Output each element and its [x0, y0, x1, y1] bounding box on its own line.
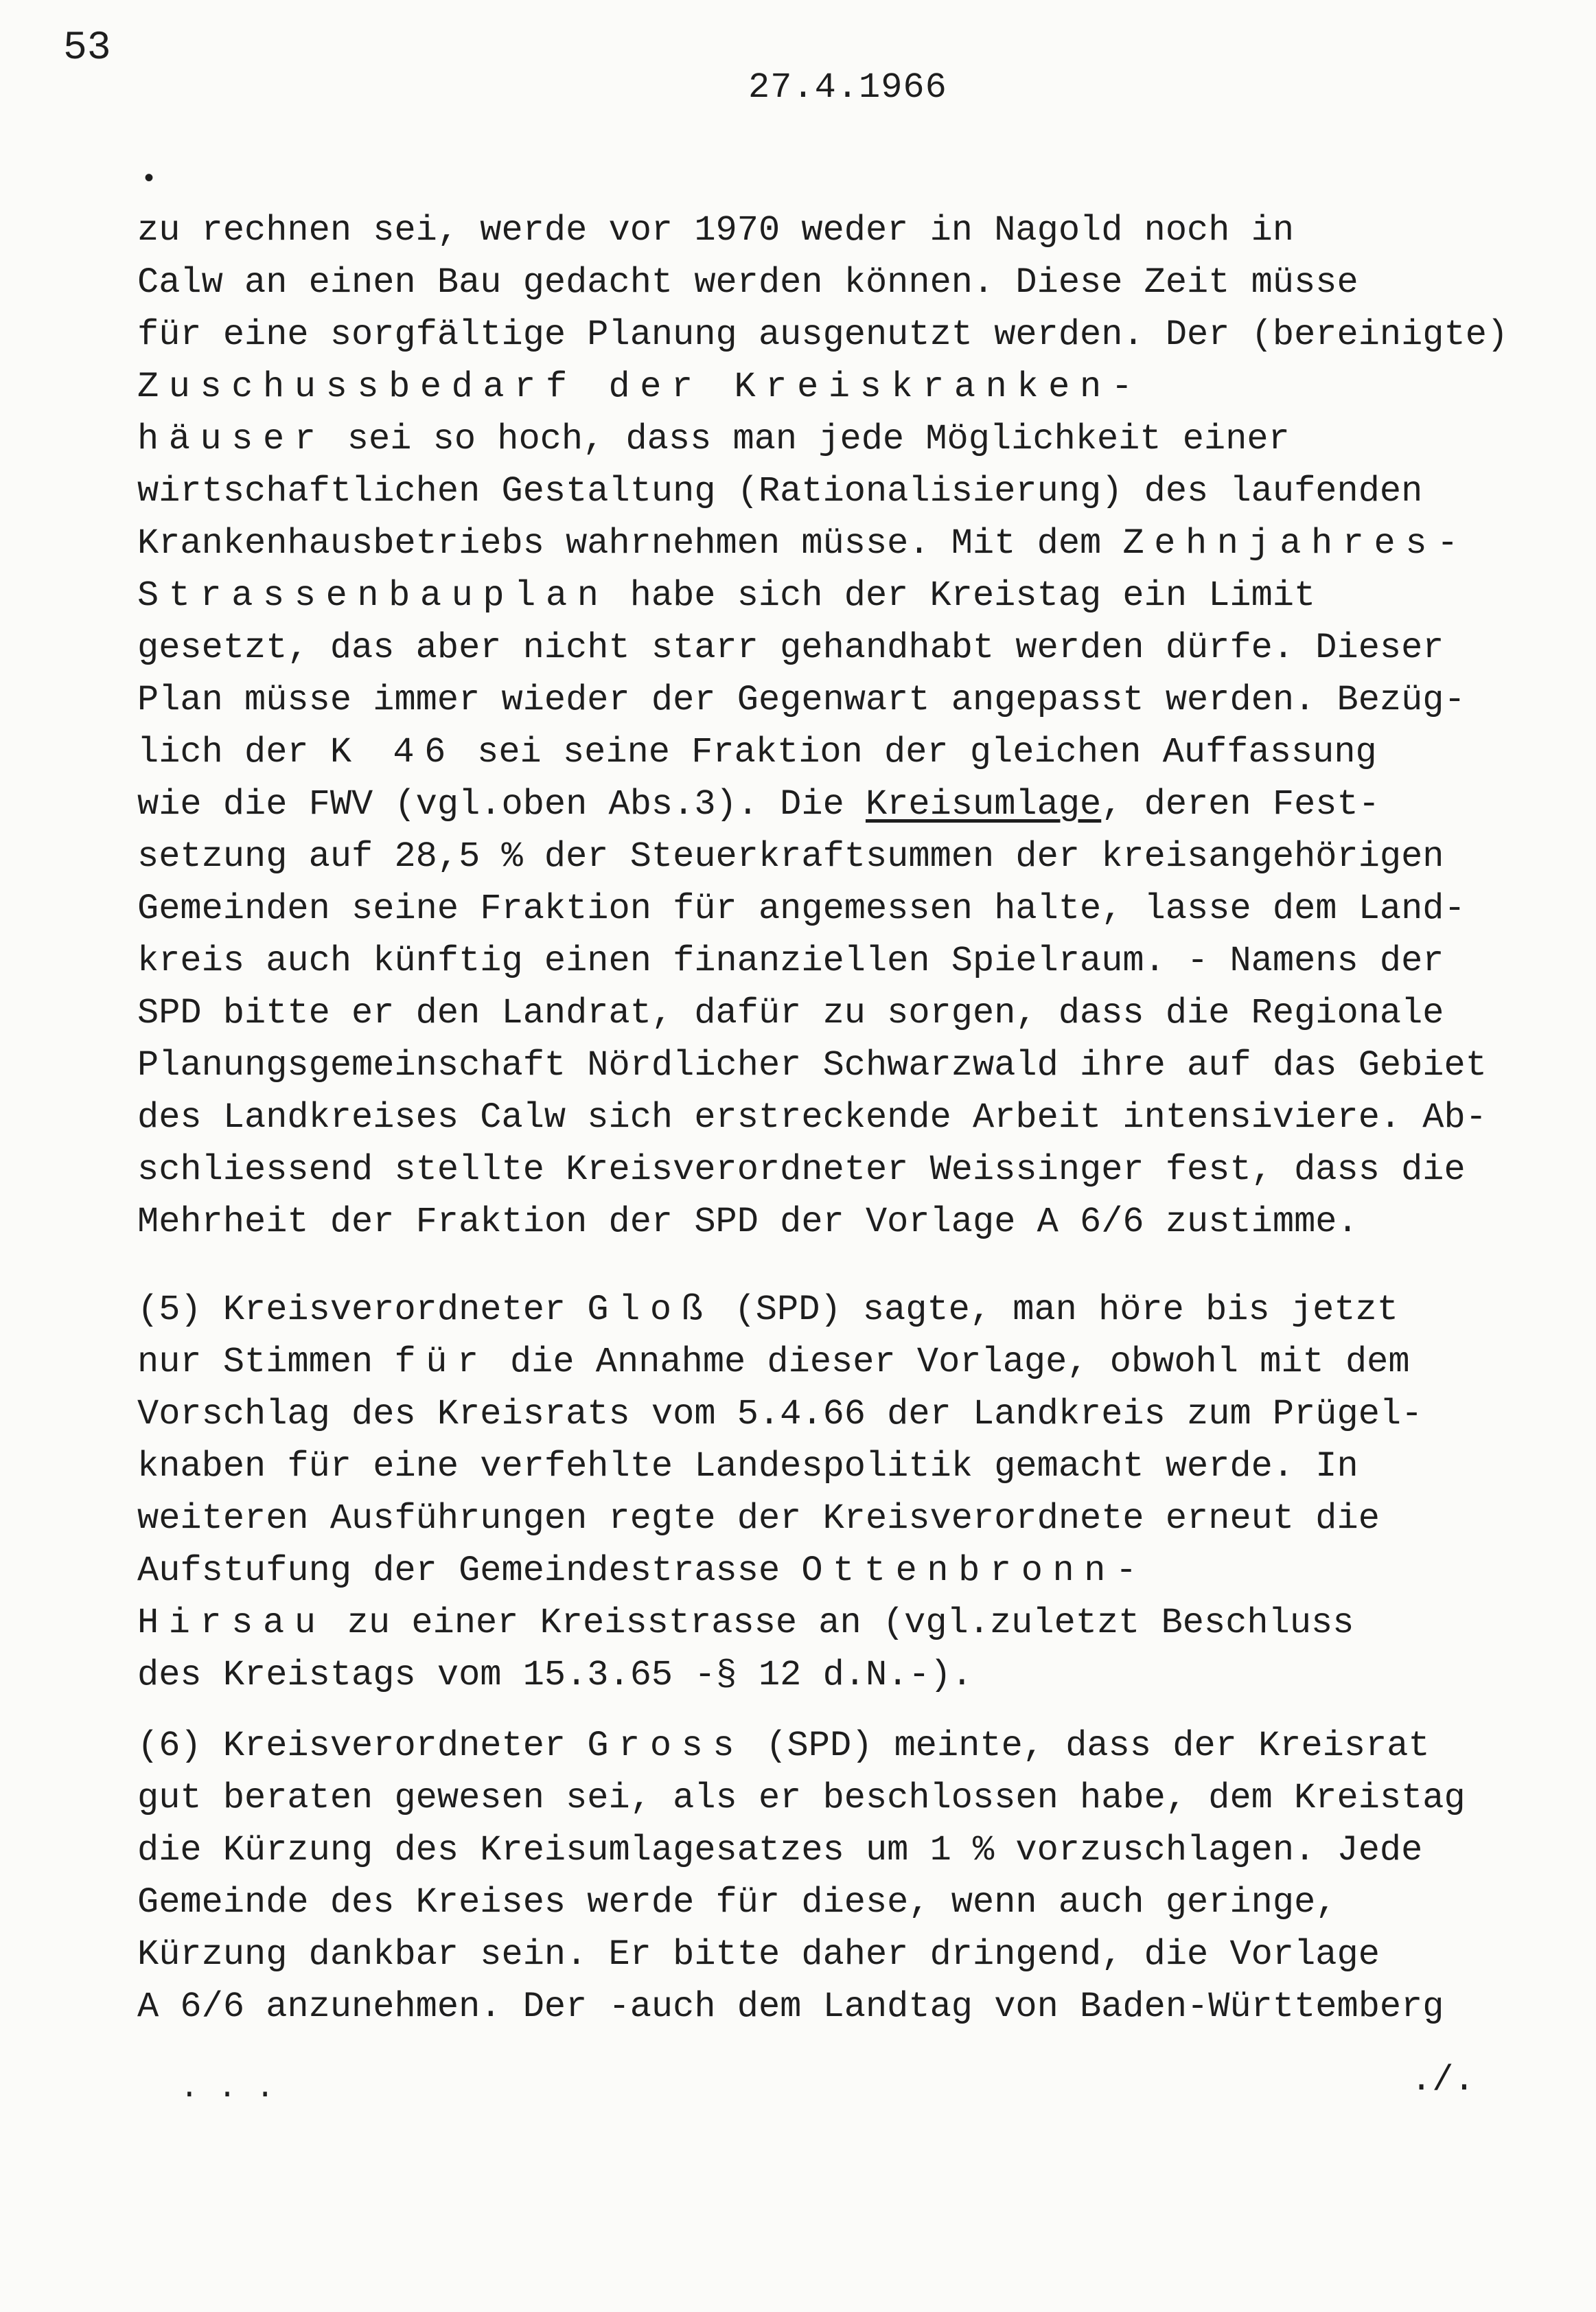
- text-fragment: (SPD) meinte, dass der Kreisrat: [744, 1726, 1430, 1766]
- text-fragment: , deren Fest-: [1101, 784, 1380, 825]
- text-fragment: Krankenhausbetriebs wahrnehmen müsse. Mit dem: [137, 523, 1123, 564]
- text-line: SPD bitte er den Landrat, dafür zu sorgen, dass die Regionale: [137, 993, 1444, 1033]
- text-line: [137, 570, 1508, 622]
- spaced-word: K 46: [329, 732, 456, 772]
- text-line: knaben für eine verfehlte Landespolitik gemacht werde. In: [137, 1446, 1358, 1487]
- text-line: kreis auch künftig einen finanziellen Spielraum. - Namens der: [137, 941, 1444, 981]
- text-line: Gemeinden seine Fraktion für angemessen halte, lasse dem Land-: [137, 889, 1466, 929]
- text-line: [137, 413, 1508, 466]
- text-fragment: wie die FWV (vgl.oben Abs.3). Die: [137, 784, 866, 825]
- continuation-mark: ./.: [1411, 2060, 1475, 2101]
- spaced-word: für: [394, 1342, 489, 1382]
- spaced-word: Zehnjahres-: [1122, 523, 1468, 564]
- text-line: [137, 1720, 1466, 1772]
- text-line: [137, 1545, 1422, 1597]
- text-line: des Kreistags vom 15.3.65 -§ 12 d.N.-).: [137, 1655, 973, 1695]
- text-line: zu rechnen sei, werde vor 1970 weder in Nagold noch in: [137, 210, 1295, 251]
- text-line: wirtschaftlichen Gestaltung (Rationalisierung) des laufenden: [137, 471, 1423, 512]
- spaced-word: Gross: [587, 1726, 745, 1766]
- top-mark: •: [141, 165, 158, 196]
- text-line: gesetzt, das aber nicht starr gehandhabt werden dürfe. Dieser: [137, 628, 1444, 668]
- text-line: [137, 1336, 1422, 1388]
- footer-ellipsis: . . .: [180, 2070, 275, 2106]
- spaced-word: häuser: [137, 419, 326, 459]
- text-line: Zuschussbedarf der Kreiskranken-: [137, 367, 1143, 407]
- page-number: 53: [63, 26, 111, 71]
- spaced-word: Gloß: [587, 1290, 713, 1330]
- text-fragment: nur Stimmen: [137, 1342, 395, 1382]
- text-line: Calw an einen Bau gedacht werden können. Diese Zeit müsse: [137, 262, 1358, 303]
- paragraph-1: [137, 205, 1508, 1248]
- text-line: [137, 779, 1508, 831]
- text-fragment: (6) Kreisverordneter: [137, 1726, 588, 1766]
- text-line: für eine sorgfältige Planung ausgenutzt werden. Der (bereinigte): [137, 314, 1509, 355]
- text-fragment: Aufstufung der Gemeindestrasse: [137, 1550, 802, 1591]
- text-line: Plan müsse immer wieder der Gegenwart angepasst werden. Bezüg-: [137, 680, 1466, 720]
- text-fragment: zu einer Kreisstrasse an (vgl.zuletzt Beschluss: [325, 1603, 1354, 1643]
- text-fragment: (5) Kreisverordneter: [137, 1290, 588, 1330]
- underlined-term: Kreisumlage: [865, 784, 1102, 825]
- text-line: gut beraten gewesen sei, als er beschlossen habe, dem Kreistag: [137, 1778, 1466, 1818]
- text-line: weiteren Ausführungen regte der Kreisverordnete erneut die: [137, 1498, 1380, 1539]
- text-line: Planungsgemeinschaft Nördlicher Schwarzwald ihre auf das Gebiet: [137, 1045, 1487, 1086]
- text-line: Vorschlag des Kreisrats vom 5.4.66 der Landkreis zum Prügel-: [137, 1394, 1423, 1434]
- spaced-word: Hirsau: [137, 1603, 326, 1643]
- text-fragment: die Annahme dieser Vorlage, obwohl mit dem: [488, 1342, 1410, 1382]
- text-fragment: lich der: [137, 732, 330, 772]
- text-line: des Landkreises Calw sich erstreckende Arbeit intensiviere. Ab-: [137, 1097, 1487, 1138]
- text-line: [137, 726, 1508, 779]
- paragraph-3: [137, 1720, 1466, 2033]
- spaced-word: Ottenbronn-: [801, 1550, 1147, 1591]
- text-line: Kürzung dankbar sein. Er bitte daher dringend, die Vorlage: [137, 1934, 1380, 1975]
- text-line: [137, 1597, 1422, 1649]
- spaced-word: Strassenbauplan: [137, 575, 609, 616]
- paragraph-2: [137, 1284, 1422, 1702]
- text-fragment: (SPD) sagte, man höre bis jetzt: [713, 1290, 1398, 1330]
- text-line: Gemeinde des Kreises werde für diese, wenn auch geringe,: [137, 1882, 1337, 1923]
- text-fragment: sei so hoch, dass man jede Möglichkeit einer: [325, 419, 1290, 459]
- text-line: die Kürzung des Kreisumlagesatzes um 1 % vorzuschlagen. Jede: [137, 1830, 1423, 1870]
- text-line: [137, 1284, 1422, 1336]
- text-fragment: sei seine Fraktion der gleichen Auffassung: [455, 732, 1377, 772]
- text-line: A 6/6 anzunehmen. Der -auch dem Landtag von Baden-Württemberg: [137, 1987, 1444, 2027]
- text-line: Mehrheit der Fraktion der SPD der Vorlage A 6/6 zustimme.: [137, 1202, 1358, 1242]
- text-line: setzung auf 28,5 % der Steuerkraftsummen der kreisangehörigen: [137, 836, 1444, 877]
- text-line: [137, 518, 1508, 570]
- text-line: schliessend stellte Kreisverordneter Weissinger fest, dass die: [137, 1149, 1466, 1190]
- text-fragment: habe sich der Kreistag ein Limit: [608, 575, 1316, 616]
- document-date: 27.4.1966: [748, 67, 947, 108]
